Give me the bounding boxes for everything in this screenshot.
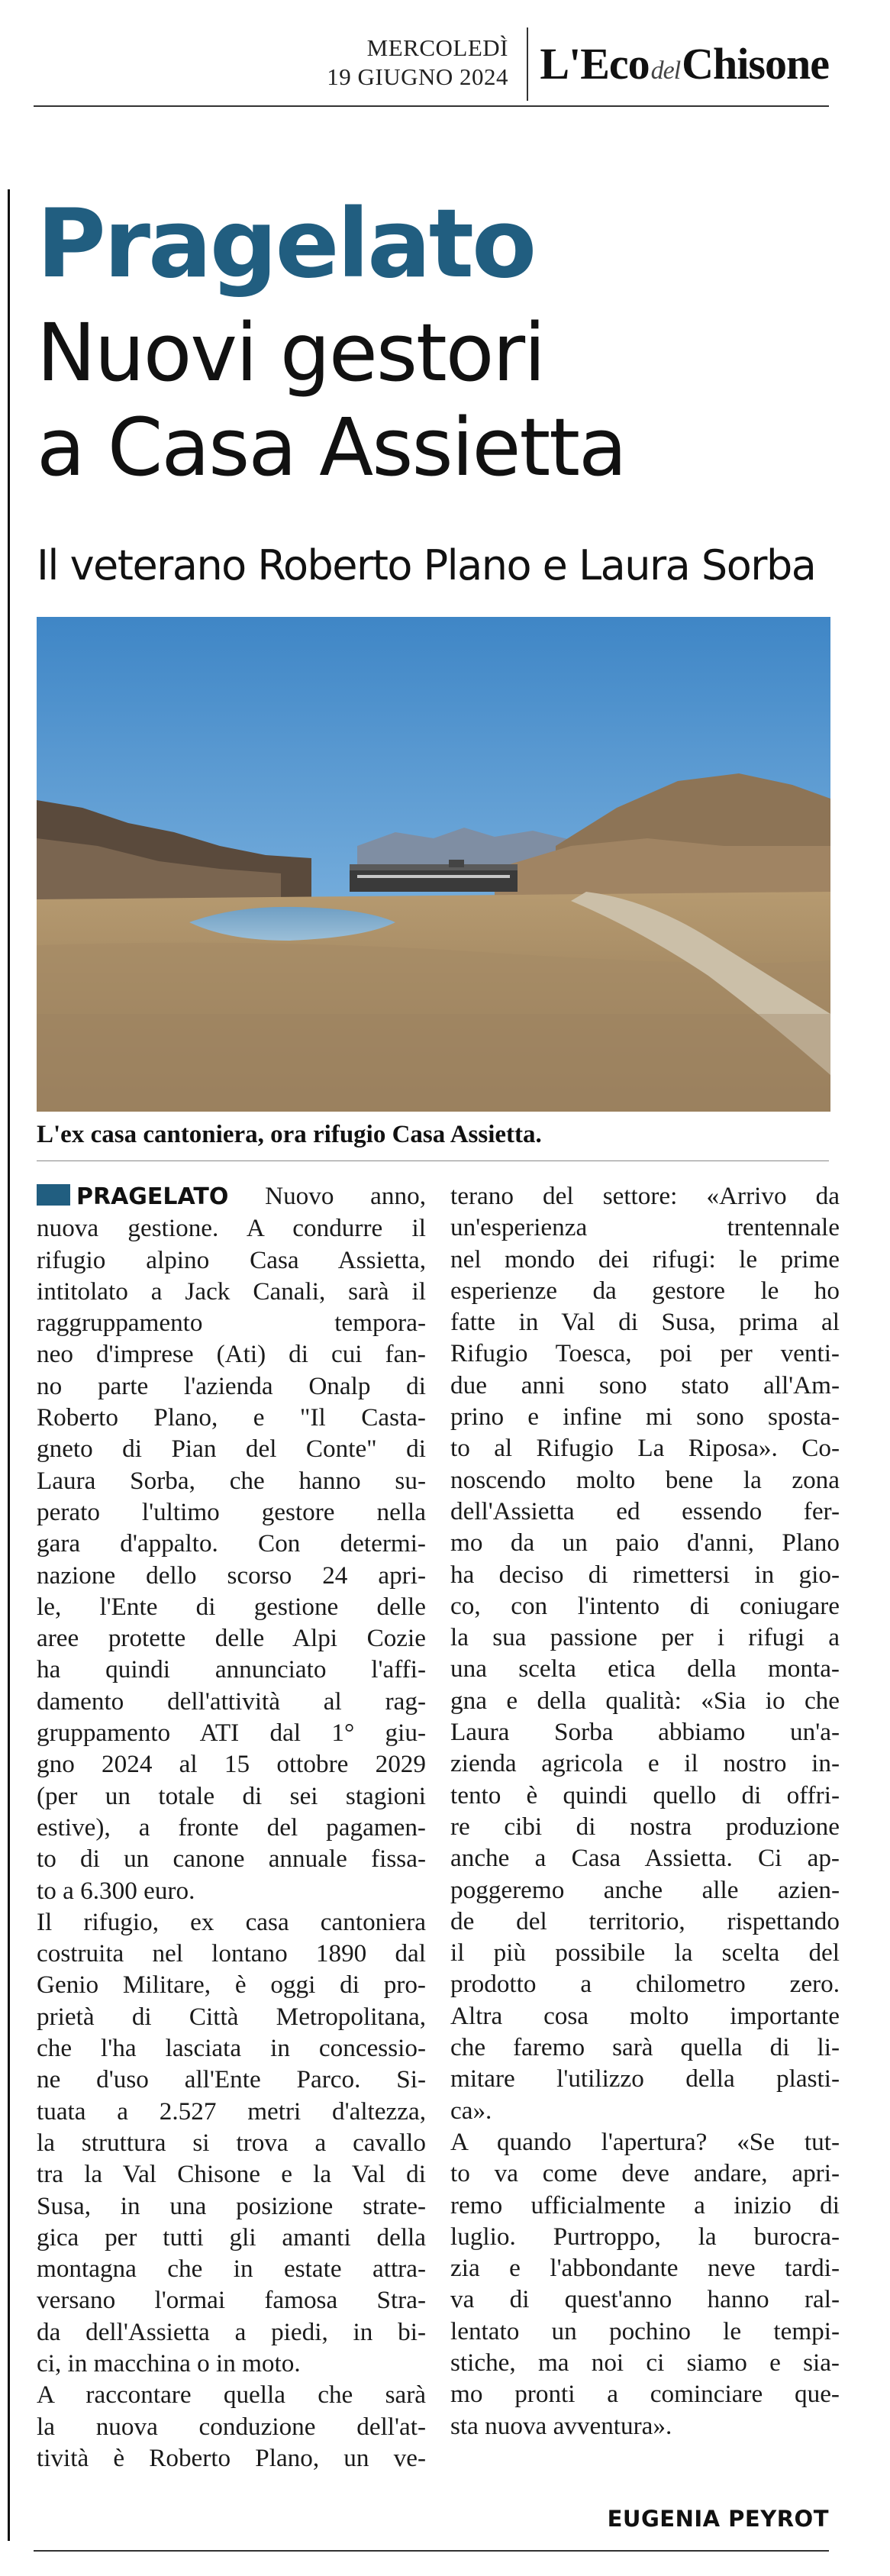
header-rule <box>34 105 829 107</box>
text-line: tività è Roberto Plano, un ve- <box>37 2443 426 2472</box>
text-line: nuova gestione. A condurre il <box>37 1214 426 1243</box>
text-line: Susa, in una posizione strate- <box>37 2191 426 2220</box>
article-column-left <box>37 1180 426 2474</box>
text-line: Genio Militare, è oggi di pro- <box>37 1971 426 2000</box>
dateline-marker <box>37 1184 70 1206</box>
text-line: ha deciso di rimettersi in gio- <box>450 1560 840 1589</box>
page-header <box>34 23 829 107</box>
dateline: PRAGELATO <box>76 1183 229 1210</box>
text-line: gna e della qualità: «Sia io che <box>450 1686 840 1715</box>
dateline-line: PRAGELATO Nuovo anno, <box>37 1180 426 1212</box>
text-line: una scelta etica della monta- <box>450 1654 840 1683</box>
text-line: montagna che in estate attra- <box>37 2255 426 2284</box>
text-line: la sua passione per i rifugi a <box>450 1623 840 1652</box>
text-line: prietà di Città Metropolitana, <box>37 2002 426 2031</box>
text-line: il più possibile la scelta del <box>450 1938 840 1968</box>
header-divider <box>527 27 528 101</box>
text-line: intitolato a Jack Canali, sarà il <box>37 1277 426 1306</box>
text-line: de del territorio, rispettando <box>450 1906 840 1935</box>
text-line: remo ufficialmente a inizio di <box>450 2190 840 2219</box>
text-line: ca». <box>450 2096 492 2125</box>
text-line: to al Rifugio La Riposa». Co- <box>450 1434 840 1463</box>
text-line: ne d'uso all'Ente Parco. Si- <box>37 2065 426 2094</box>
text-line: tra la Val Chisone e la Val di <box>37 2160 426 2189</box>
article-kicker: Pragelato <box>37 189 535 299</box>
title-line-2: a Casa Assietta <box>37 401 626 494</box>
text-line: un'esperienza trentennale <box>450 1213 840 1242</box>
text-line: rifugio alpino Casa Assietta, <box>37 1245 426 1274</box>
text-line: mo pronti a cominciare que- <box>450 2380 840 2409</box>
text-line: anche a Casa Assietta. Ci ap- <box>450 1844 840 1873</box>
text-line: noscendo molto bene la zona <box>450 1465 840 1494</box>
text-line: versano l'ormai famosa Stra- <box>37 2286 426 2315</box>
text-line: nazione dello scorso 24 apri- <box>37 1561 426 1590</box>
article-side-rule <box>8 189 10 2541</box>
text-line: da dell'Assietta a piedi, in bi- <box>37 2317 426 2346</box>
text-line: Rifugio Toesca, poi per venti- <box>450 1339 840 1368</box>
text-line: Laura Sorba abbiamo un'a- <box>450 1718 840 1747</box>
text-line: prodotto a chilometro zero. <box>450 1970 840 1999</box>
text-line: estive), a fronte del pagamen- <box>37 1813 426 1842</box>
bottom-rule <box>34 2550 829 2552</box>
text-line: co, con l'intento di coniugare <box>450 1591 840 1620</box>
text-line: Roberto Plano, e "Il Casta- <box>37 1403 426 1432</box>
text-line: luglio. Purtroppo, la burocra- <box>450 2222 840 2251</box>
article-subtitle: Il veterano Roberto Plano e Laura Sorba <box>37 541 816 589</box>
text-line: to di un canone annuale fissa- <box>37 1845 426 1874</box>
text-line: damento dell'attività al rag- <box>37 1687 426 1716</box>
text-line: poggeremo anche alle azien- <box>450 1875 840 1904</box>
text-line: esperienze da gestore le ho <box>450 1276 840 1305</box>
issue-date-text: 19 GIUGNO 2024 <box>327 63 508 90</box>
text-line: to va come deve andare, apri- <box>450 2159 840 2188</box>
text-line: va di quest'anno hanno ral- <box>450 2285 840 2314</box>
text-line: che l'ha lasciata in concessio- <box>37 2034 426 2063</box>
issue-day: MERCOLEDÌ <box>366 34 508 61</box>
text-line: A quando l'apertura? «Se tut- <box>450 2127 840 2156</box>
text-line: che faremo sarà quella di li- <box>450 2033 840 2062</box>
text-line: gneto di Pian del Conte" di <box>37 1435 426 1464</box>
text-line: nel mondo dei rifugi: le prime <box>450 1244 840 1273</box>
text-line: costruita nel lontano 1890 dal <box>37 1939 426 1968</box>
text-line: prino e infine mi sono sposta- <box>450 1403 840 1432</box>
text-line: la struttura si trova a cavallo <box>37 2128 426 2157</box>
photo-caption: L'ex casa cantoniera, ora rifugio Casa Assietta. <box>37 1121 542 1148</box>
text-line: perato l'ultimo gestore nella <box>37 1497 426 1526</box>
caption-rule <box>37 1160 829 1161</box>
article-title <box>37 305 626 495</box>
text-line: Il rifugio, ex casa cantoniera <box>37 1907 426 1936</box>
text-line: Altra cosa molto importante <box>450 2001 840 2030</box>
text-line: la nuova conduzione dell'at- <box>37 2412 426 2441</box>
text-line: mitare l'utilizzo della plasti- <box>450 2064 840 2093</box>
text-line: no parte l'azienda Onalp di <box>37 1371 426 1400</box>
article-column-right <box>450 1180 840 2442</box>
text-line: ha quindi annunciato l'affi- <box>37 1655 426 1684</box>
text-line: gica per tutti gli amanti della <box>37 2223 426 2252</box>
text-line: dell'Assietta ed essendo fer- <box>450 1496 840 1525</box>
text-line: stiche, ma noi ci siamo e sia- <box>450 2348 840 2377</box>
text-line: neo d'imprese (Ati) di cui fan- <box>37 1340 426 1369</box>
text-line: due anni sono stato all'Am- <box>450 1370 840 1399</box>
text-line: gruppamento ATI dal 1° giu- <box>37 1719 426 1748</box>
title-line-1: Nuovi gestori <box>37 306 545 399</box>
text-line: re cibi di nostra produzione <box>450 1812 840 1841</box>
text-line: gara d'appalto. Con determi- <box>37 1529 426 1558</box>
text-line: terano del settore: «Arrivo da <box>450 1182 840 1210</box>
text-line: (per un totale di sei stagioni <box>37 1781 426 1810</box>
text-line: tuata a 2.527 metri d'altezza, <box>37 2097 426 2126</box>
text-line: Laura Sorba, che hanno su- <box>37 1466 426 1495</box>
text-line: mo da un paio d'anni, Plano <box>450 1528 840 1558</box>
text-line: aree protette delle Alpi Cozie <box>37 1624 426 1653</box>
text-line: tento è quindi quello di offri- <box>450 1780 840 1809</box>
text-line: fatte in Val di Susa, prima al <box>450 1308 840 1337</box>
text-line: to a 6.300 euro. <box>37 1876 195 1905</box>
text-line: ci, in macchina o in moto. <box>37 2348 301 2377</box>
newspaper-logo: L'EcodelChisone <box>540 39 829 89</box>
text-line: sta nuova avventura». <box>450 2411 672 2440</box>
text-line: le, l'Ente di gestione delle <box>37 1592 426 1621</box>
text-line: A raccontare quella che sarà <box>37 2381 426 2410</box>
article-byline: EUGENIA PEYROT <box>607 2506 829 2532</box>
text-line: zienda agricola e il nostro in- <box>450 1749 840 1778</box>
text-line: zia e l'abbondante neve tardi- <box>450 2254 840 2283</box>
text-line: lentato un pochino le tempi- <box>450 2316 840 2345</box>
issue-date <box>327 34 508 92</box>
article-photo <box>37 617 830 1112</box>
text-line: gno 2024 al 15 ottobre 2029 <box>37 1750 426 1779</box>
text-line: raggruppamento tempora- <box>37 1309 426 1338</box>
